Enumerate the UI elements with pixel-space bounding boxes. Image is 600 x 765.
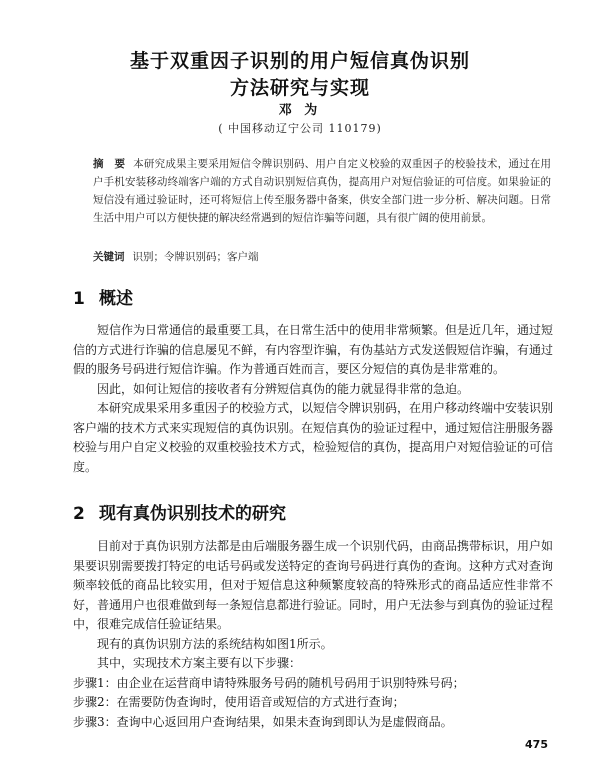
paragraph: 现有的真伪识别方法的系统结构如图1所示。 xyxy=(97,636,333,651)
section-2-title: 现有真伪识别技术的研究 xyxy=(99,504,286,524)
paragraph: 因此，如何让短信的接收者有分辨短信真伪的能力就显得非常的急迫。 xyxy=(97,381,470,396)
keywords xyxy=(93,248,551,266)
paper-title-line2: 方法研究与实现 xyxy=(229,77,370,99)
paragraph: 目前对于真伪识别方法都是由后端服务器生成一个识别代码，由商品携带标识，用户如果要识别需要拨打特定的电话号码或发送特定的查询号码进行真伪的查询。这种方式对查询频率较低的商品比较实用，但对于短信息这种频繁度较高的特殊形式的商品适应性非常不好，普通用户也很难做到每一条短信息都进行验证。同时，用户无法参与到真伪的验证过程中，很难完成信任验证结果。 xyxy=(73,539,554,631)
abstract xyxy=(93,155,551,227)
paper-title-line1: 基于双重因子识别的用户短信真伪识别 xyxy=(129,50,470,72)
abstract-text: 本研究成果主要采用短信令牌识别码、用户自定义校验的双重因子的校验技术，通过在用户手机安装移动终端客户端的方式自动识别短信真伪，提高用户对短信验证的可信度。如果验证的短信没有通过验证时，还可将短信上传至服务器中备案，供安全部门进一步分析、解决问题。日常生活中用户可以方便快捷的解决经常遇到的短信诈骗等问题，具有很广阔的使用前景。 xyxy=(93,158,552,224)
author-name: 邓 为 xyxy=(278,103,322,118)
section-2-body xyxy=(73,537,553,732)
step-item: 步骤1：由企业在运营商申请特殊服务号码的随机号码用于识别特殊号码； xyxy=(73,675,465,690)
step-item: 步骤2：在需要防伪查询时，使用语音或短信的方式进行查询； xyxy=(73,695,405,709)
section-2-number: 2 xyxy=(73,504,85,524)
paragraph: 本研究成果采用多重因子的校验方式，以短信令牌识别码，在用户移动终端中安装识别客户端的技术方式来实现短信的真伪识别。在短信真伪的验证过程中，通过短信注册服务器校验与用户自定义校验的双重校验技术方式，检验短信的真伪，提高用户对短信验证的可信度。 xyxy=(73,401,554,474)
section-1-body xyxy=(73,321,553,477)
paragraph: 短信作为日常通信的最重要工具，在日常生活中的使用非常频繁。但是近几年，通过短信的方式进行诈骗的信息屡见不鲜，有内容型诈骗，有伪基站方式发送假短信诈骗，有通过假的服务号码进行短信诈骗。作为普通百姓而言，要区分短信的真伪是非常难的。 xyxy=(73,323,554,376)
section-1-heading xyxy=(73,289,133,309)
section-1-title: 概述 xyxy=(99,289,133,309)
section-2-heading xyxy=(73,504,286,524)
section-1-number: 1 xyxy=(73,289,85,309)
author-affiliation: ( 中国移动辽宁公司 110179) xyxy=(218,122,382,135)
abstract-label: 摘 要 xyxy=(93,158,126,170)
step-item: 步骤3：查询中心返回用户查询结果，如果未查询到即认为是虚假商品。 xyxy=(73,714,453,729)
keywords-label: 关键词 xyxy=(93,251,125,263)
page-number: 475 xyxy=(525,738,548,751)
keywords-text: 识别；令牌识别码；客户端 xyxy=(132,251,259,263)
paragraph: 其中，实现技术方案主要有以下步骤： xyxy=(97,656,302,670)
